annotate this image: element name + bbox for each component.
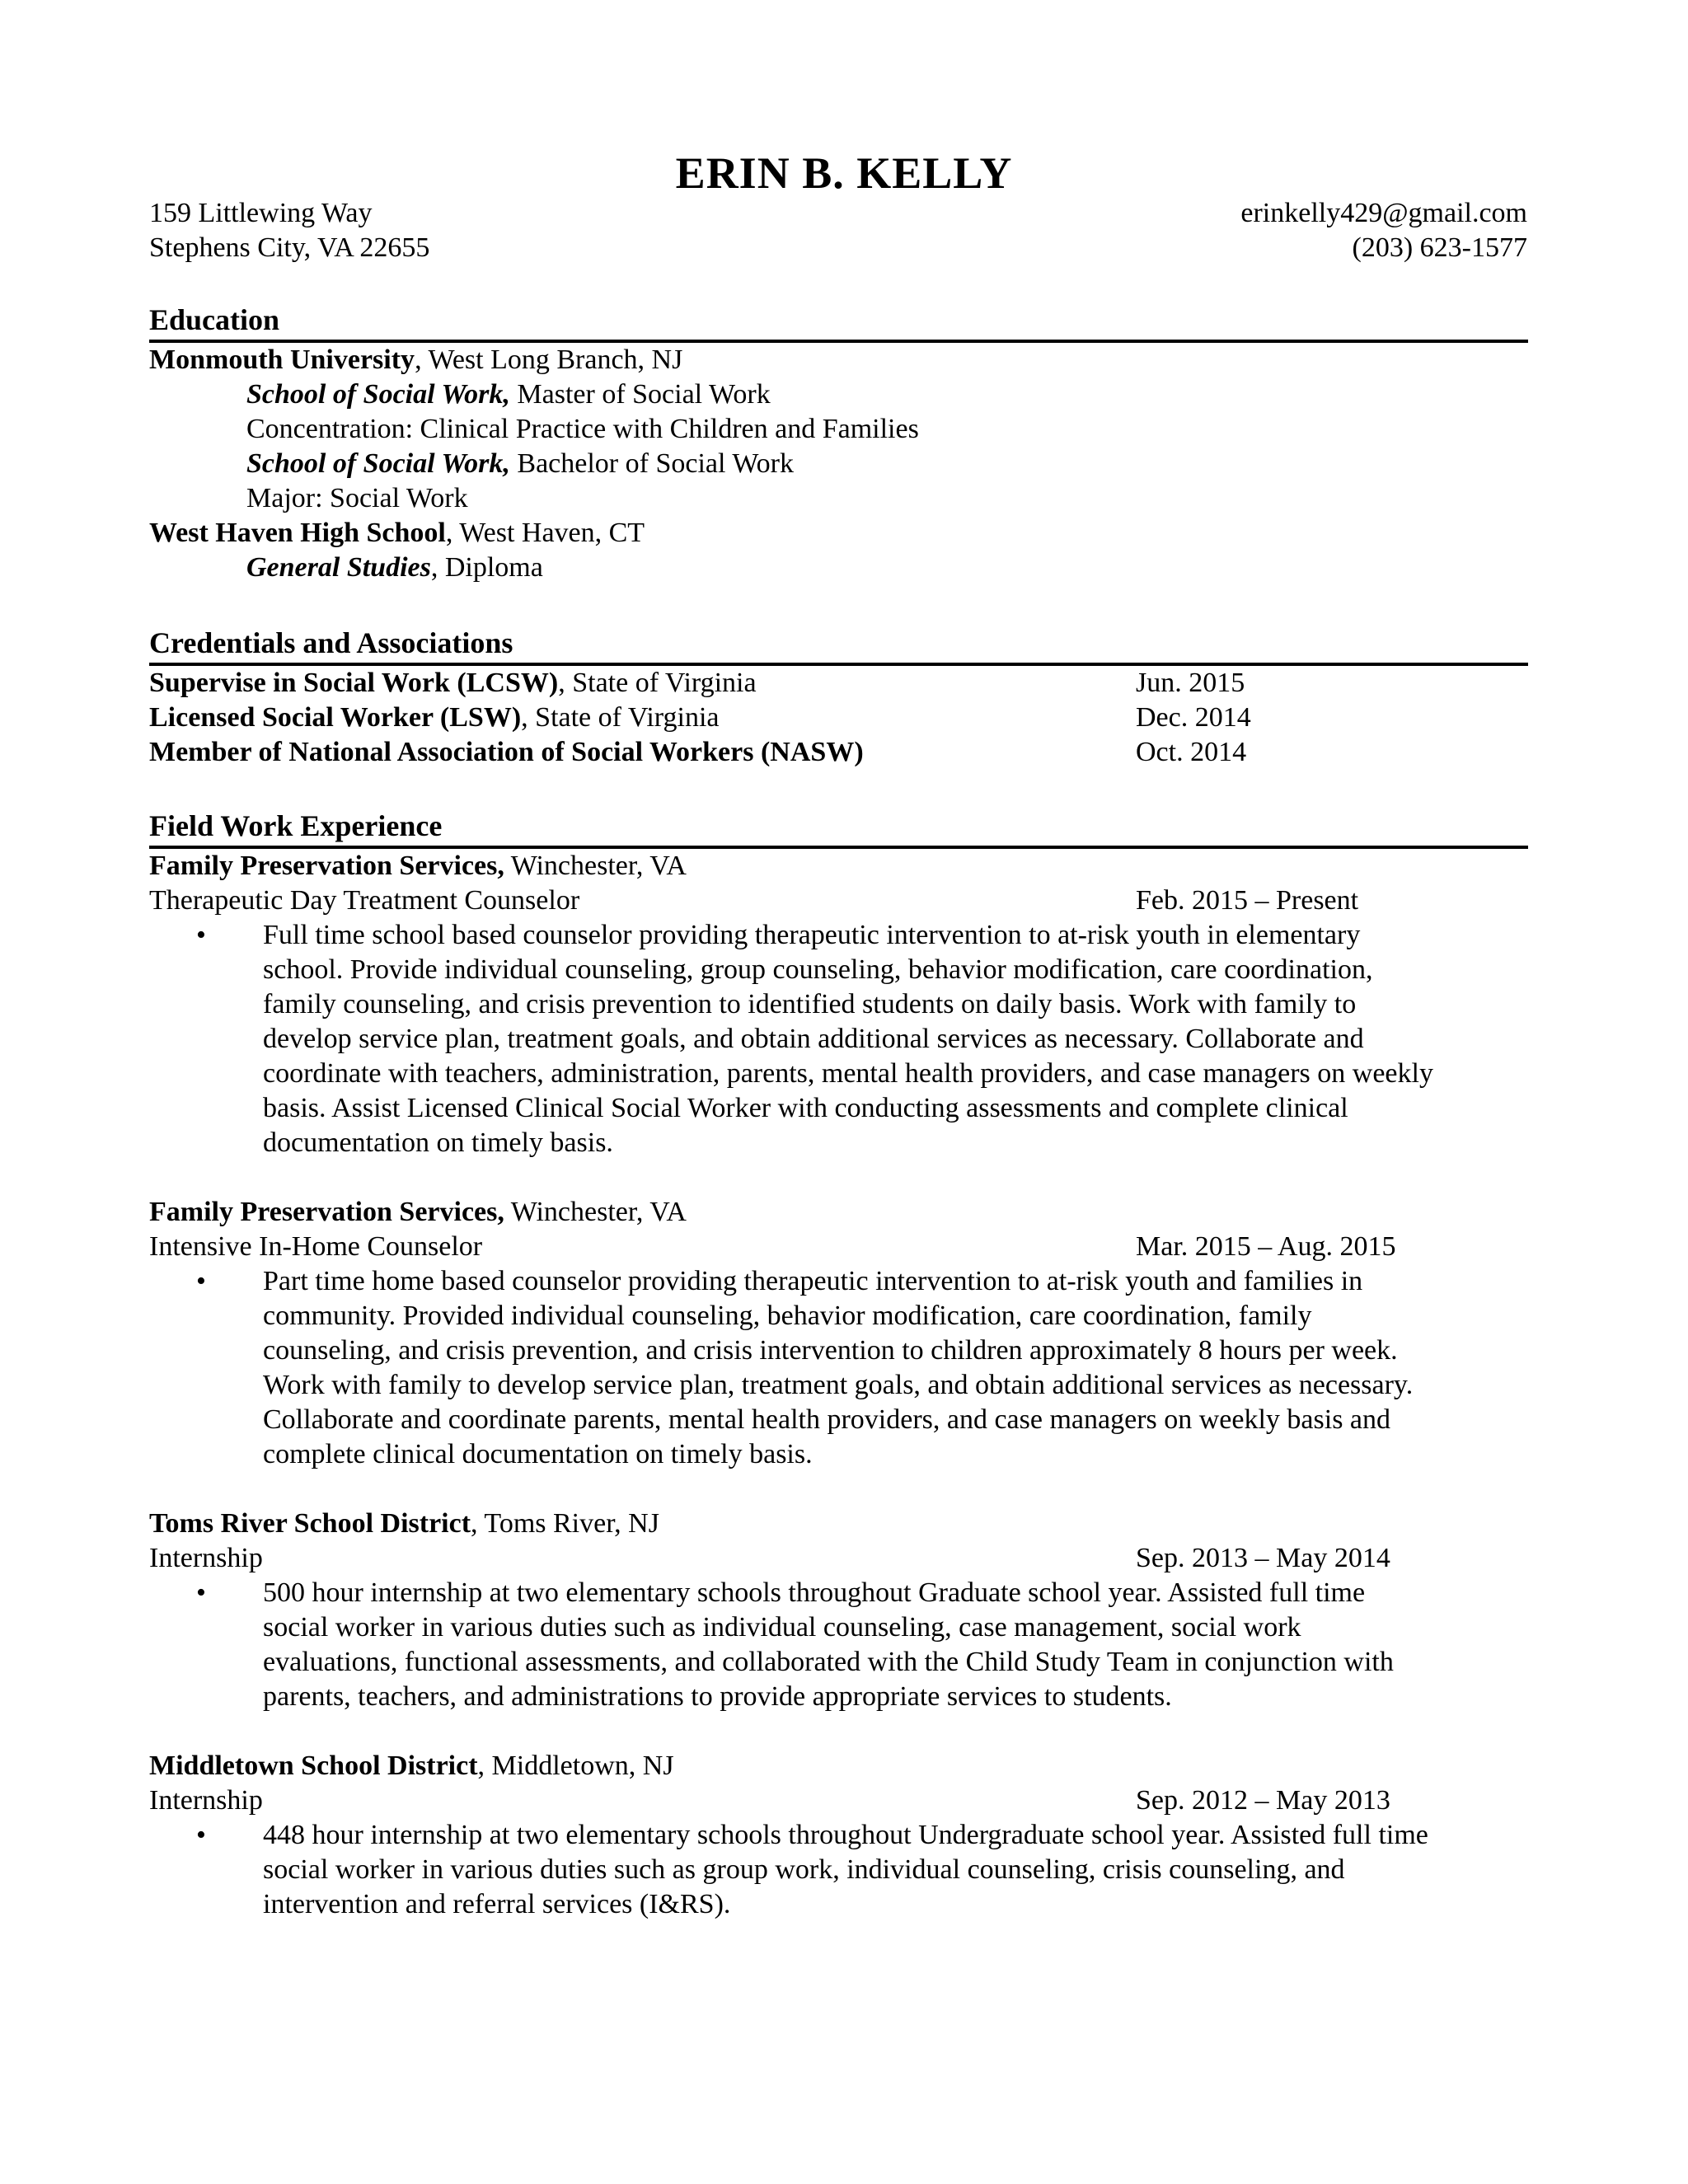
job-entry bbox=[149, 849, 1528, 1160]
credential-item bbox=[149, 701, 1528, 735]
job-dates: Mar. 2015 – Aug. 2015 bbox=[1136, 1231, 1396, 1262]
credential-item bbox=[149, 735, 1528, 770]
job-location: , Toms River, NJ bbox=[471, 1508, 659, 1539]
description-line: basis. Assist Licensed Clinical Social Worker with conducting assessments and complete clinical bbox=[263, 1093, 1348, 1123]
description-line: Work with family to develop service plan, treatment goals, and obtain additional services as necessary. bbox=[263, 1370, 1414, 1400]
school-2-location: , West Haven, CT bbox=[445, 518, 645, 548]
bullet-icon: • bbox=[196, 920, 206, 950]
description-line: social worker in various duties such as group work, individual counseling, crisis counseling, and bbox=[263, 1854, 1345, 1885]
job-role-line bbox=[149, 1783, 1528, 1818]
experience-heading: Field Work Experience bbox=[149, 808, 1528, 849]
degree-3-name: , Diploma bbox=[430, 552, 543, 583]
description-line: 448 hour internship at two elementary schools throughout Undergraduate school year. Assisted full time bbox=[263, 1820, 1428, 1850]
credential-detail: , State of Virginia bbox=[558, 668, 757, 698]
education-degree-2 bbox=[149, 447, 1528, 481]
education-degree-1 bbox=[149, 377, 1528, 412]
job-role-line bbox=[149, 1230, 1528, 1264]
job-description bbox=[149, 1264, 1528, 1472]
description-line: Collaborate and coordinate parents, mental health providers, and case managers on weekly basis and bbox=[263, 1404, 1391, 1435]
credential-item bbox=[149, 666, 1528, 701]
degree-3-program: General Studies bbox=[246, 552, 431, 583]
education-degree-3 bbox=[149, 551, 1528, 585]
address-line-1: 159 Littlewing Way bbox=[149, 198, 373, 228]
credentials-heading: Credentials and Associations bbox=[149, 625, 1528, 666]
job-organization-line bbox=[149, 849, 1528, 883]
job-role: Internship bbox=[149, 1785, 263, 1816]
education-school-1 bbox=[149, 343, 1528, 377]
description-line: counseling, and crisis prevention, and crisis intervention to children approximately 8 hours per week. bbox=[263, 1335, 1398, 1366]
job-organization-line bbox=[149, 1749, 1528, 1783]
description-line: school. Provide individual counseling, group counseling, behavior modification, care coordination, bbox=[263, 954, 1373, 985]
job-entry bbox=[149, 1195, 1528, 1472]
job-dates: Feb. 2015 – Present bbox=[1136, 885, 1359, 916]
bullet-icon: • bbox=[196, 1266, 206, 1296]
job-description bbox=[149, 918, 1528, 1160]
degree-1-school: School of Social Work, bbox=[246, 379, 510, 410]
credential-date: Jun. 2015 bbox=[1136, 668, 1245, 698]
job-entry bbox=[149, 1749, 1528, 1922]
bullet-icon: • bbox=[196, 1577, 206, 1608]
education-concentration: Concentration: Clinical Practice with Children and Families bbox=[246, 414, 919, 444]
degree-2-name: Bachelor of Social Work bbox=[509, 448, 795, 479]
job-dates: Sep. 2012 – May 2013 bbox=[1136, 1785, 1390, 1816]
description-line: Full time school based counselor providing therapeutic intervention to at-risk youth in elementary bbox=[263, 920, 1361, 950]
resume-name: ERIN B. KELLY bbox=[675, 148, 1013, 198]
school-1-name: Monmouth University bbox=[149, 344, 415, 375]
job-role: Intensive In-Home Counselor bbox=[149, 1231, 483, 1262]
education-heading: Education bbox=[149, 302, 1528, 343]
description-line: Part time home based counselor providing therapeutic intervention to at-risk youth and families in bbox=[263, 1266, 1363, 1296]
school-2-name: West Haven High School bbox=[149, 518, 446, 548]
credential-name: Member of National Association of Social Workers (NASW) bbox=[149, 737, 864, 767]
email-address: erinkelly429@gmail.com bbox=[1240, 198, 1527, 228]
job-organization-line bbox=[149, 1195, 1528, 1230]
bullet-icon: • bbox=[196, 1820, 206, 1850]
description-line: 500 hour internship at two elementary schools throughout Graduate school year. Assisted full time bbox=[263, 1577, 1366, 1608]
description-line: coordinate with teachers, administration, parents, mental health providers, and case managers on weekly bbox=[263, 1058, 1433, 1089]
credential-date: Dec. 2014 bbox=[1136, 702, 1251, 733]
job-organization-line bbox=[149, 1507, 1528, 1541]
credential-name: Supervise in Social Work (LCSW) bbox=[149, 668, 559, 698]
education-school-2 bbox=[149, 516, 1528, 551]
job-organization: Toms River School District bbox=[149, 1508, 471, 1539]
degree-2-school: School of Social Work, bbox=[246, 448, 510, 479]
description-line: parents, teachers, and administrations to provide appropriate services to students. bbox=[263, 1681, 1172, 1712]
job-dates: Sep. 2013 – May 2014 bbox=[1136, 1543, 1390, 1573]
description-line: intervention and referral services (I&RS). bbox=[263, 1889, 731, 1919]
description-line: community. Provided individual counseling, behavior modification, care coordination, family bbox=[263, 1301, 1312, 1331]
credential-name: Licensed Social Worker (LSW) bbox=[149, 702, 522, 733]
credential-date: Oct. 2014 bbox=[1136, 737, 1247, 767]
job-description bbox=[149, 1818, 1528, 1922]
address-line-2: Stephens City, VA 22655 bbox=[149, 232, 430, 263]
job-location: Winchester, VA bbox=[504, 1197, 687, 1227]
education-major: Major: Social Work bbox=[246, 483, 468, 513]
job-role: Internship bbox=[149, 1543, 263, 1573]
description-line: family counseling, and crisis prevention to identified students on daily basis. Work with family to bbox=[263, 989, 1357, 1019]
job-role-line bbox=[149, 883, 1528, 918]
job-organization: Middletown School District bbox=[149, 1750, 478, 1781]
description-line: develop service plan, treatment goals, and obtain additional services as necessary. Collaborate and bbox=[263, 1024, 1364, 1054]
job-organization: Family Preservation Services, bbox=[149, 851, 504, 881]
description-line: evaluations, functional assessments, and collaborated with the Child Study Team in conjunction with bbox=[263, 1647, 1394, 1677]
job-role: Therapeutic Day Treatment Counselor bbox=[149, 885, 580, 916]
description-line: complete clinical documentation on timely basis. bbox=[263, 1439, 813, 1469]
description-line: documentation on timely basis. bbox=[263, 1127, 613, 1158]
contact-block bbox=[149, 196, 1527, 265]
job-role-line bbox=[149, 1541, 1528, 1576]
job-organization: Family Preservation Services, bbox=[149, 1197, 504, 1227]
education-section bbox=[149, 302, 1528, 585]
job-location: , Middletown, NJ bbox=[477, 1750, 674, 1781]
credential-detail: , State of Virginia bbox=[521, 702, 720, 733]
job-description bbox=[149, 1576, 1528, 1714]
phone-number: (203) 623-1577 bbox=[1352, 232, 1527, 263]
job-entry bbox=[149, 1507, 1528, 1714]
degree-1-name: Master of Social Work bbox=[509, 379, 771, 410]
experience-section bbox=[149, 808, 1528, 1922]
school-1-location: , West Long Branch, NJ bbox=[415, 344, 683, 375]
job-location: Winchester, VA bbox=[504, 851, 687, 881]
credentials-section bbox=[149, 625, 1528, 770]
description-line: social worker in various duties such as individual counseling, case management, social work bbox=[263, 1612, 1301, 1643]
